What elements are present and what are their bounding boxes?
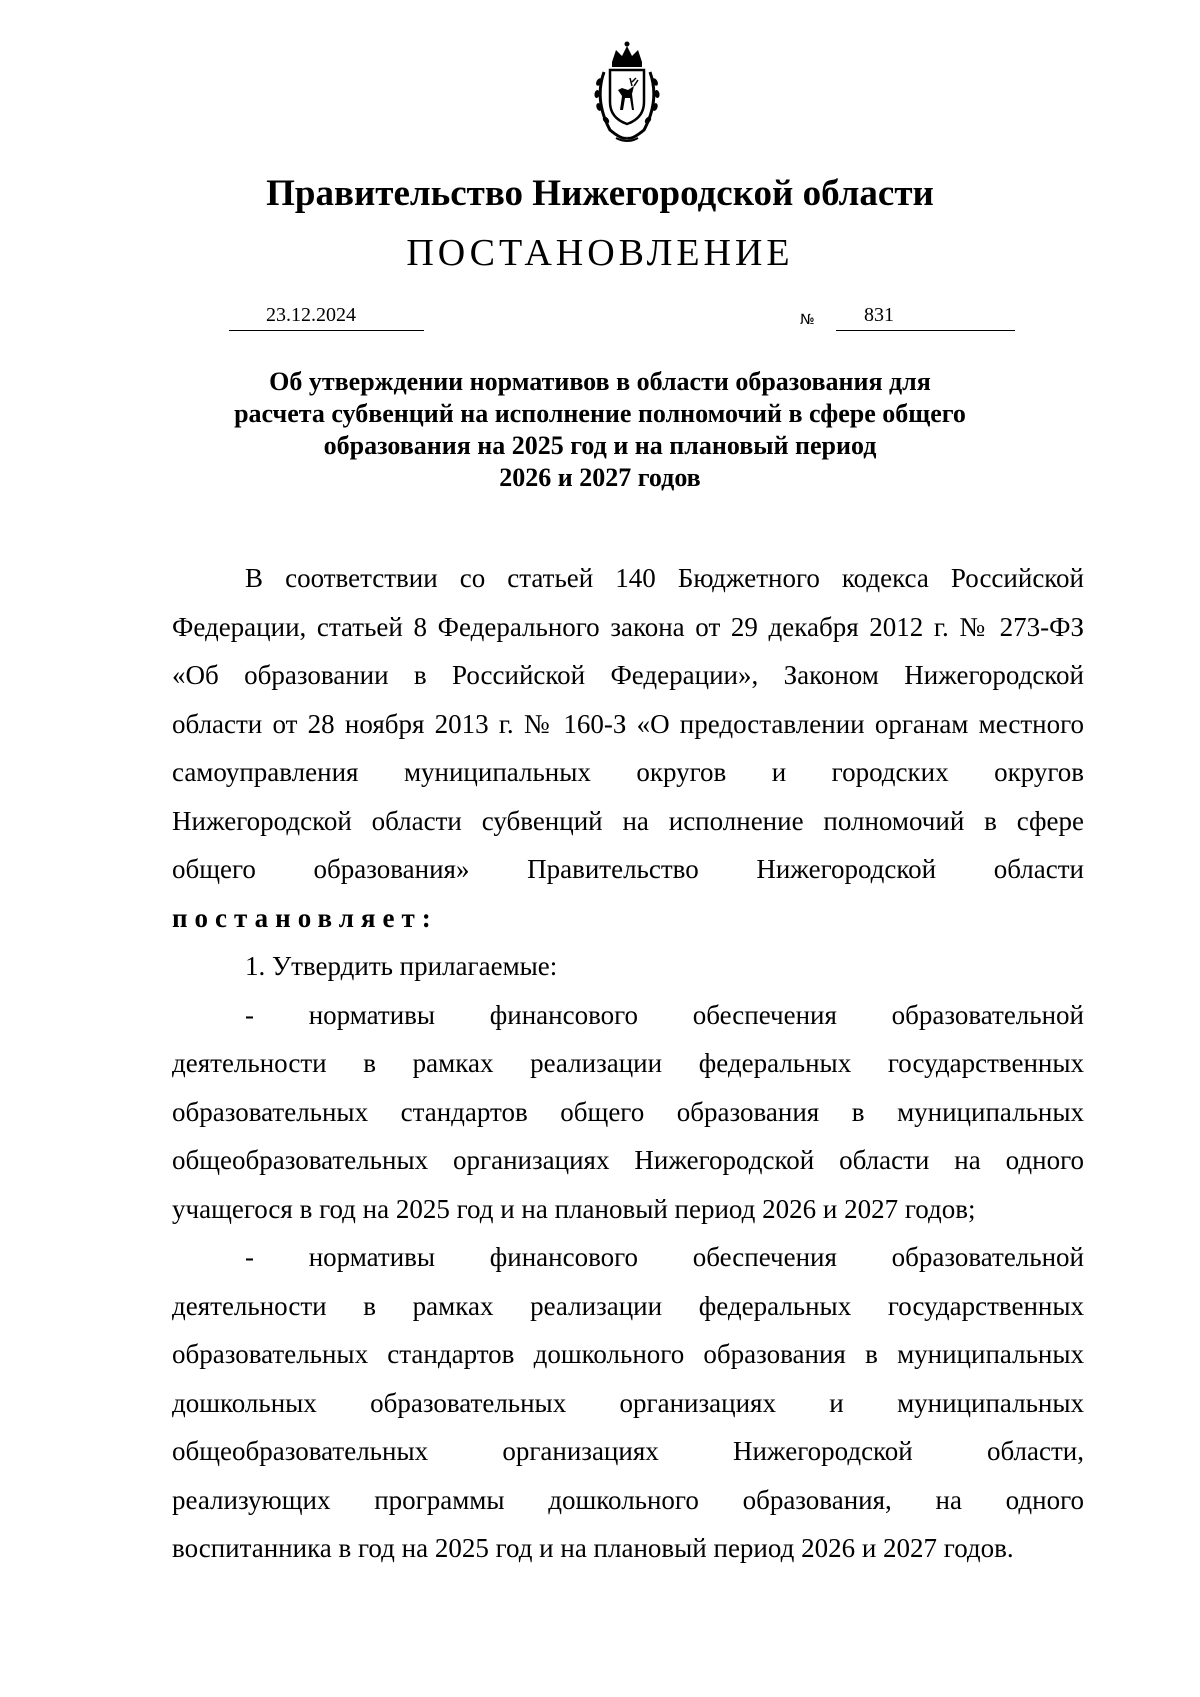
document-type: ПОСТАНОВЛЕНИЕ <box>406 232 794 274</box>
body-line: реализующих программы дошкольного образования, на одного <box>172 1484 1084 1515</box>
body-line: 1. Утвердить прилагаемые: <box>245 951 558 981</box>
organization-name: Правительство Нижегородской области <box>266 173 934 214</box>
date-field <box>229 302 424 331</box>
body-line: образовательных стандартов дошкольного образования в муниципальных <box>172 1339 1084 1369</box>
document-body <box>172 554 1084 1573</box>
body-line: общего образования» Правительство Нижегородской области <box>172 854 1084 884</box>
document-title <box>170 366 1030 494</box>
body-line: воспитанника в год на 2025 год и на плановый период 2026 и 2027 годов. <box>172 1533 1014 1563</box>
body-line: самоуправления муниципальных округов и городских округов <box>172 757 1084 787</box>
body-line: деятельности в рамках реализации федеральных государственных <box>172 1048 1084 1078</box>
body-line: образовательных стандартов общего образования в муниципальных <box>172 1096 1084 1127</box>
body-line: общеобразовательных организациях Нижегородской области, <box>172 1436 1084 1466</box>
body-line: Федерации, статьей 8 Федерального закона от 29 декабря 2012 г. № 273-ФЗ <box>172 611 1084 642</box>
body-line: области от 28 ноября 2013 г. № 160-З «О предоставлении органам местного <box>172 708 1084 739</box>
body-line: Нижегородской области субвенций на исполнение полномочий в сфере <box>172 805 1084 836</box>
document-date: 23.12.2024 <box>266 304 356 326</box>
coat-of-arms-icon <box>572 40 682 150</box>
list-item-line: - нормативы финансового обеспечения образовательной <box>245 999 1084 1030</box>
body-line: общеобразовательных организациях Нижегородской области на одного <box>172 1145 1084 1175</box>
title-line: Об утверждении нормативов в области образования для <box>269 367 931 396</box>
title-line: расчета субвенций на исполнение полномочий в сфере общего <box>234 399 966 428</box>
body-line: учащегося в год на 2025 год и на плановый период 2026 и 2027 годов; <box>172 1193 976 1224</box>
body-line: «Об образовании в Российской Федерации», Законом Нижегородской <box>172 660 1084 690</box>
title-line: 2026 и 2027 годов <box>499 463 701 492</box>
decree-word: постановляет: <box>172 902 438 933</box>
body-line: В соответствии со статьей 140 Бюджетного кодекса Российской <box>245 563 1084 593</box>
body-line: дошкольных образовательных организациях и муниципальных <box>172 1387 1084 1418</box>
body-line: деятельности в рамках реализации федеральных государственных <box>172 1290 1084 1321</box>
number-label: № <box>800 312 815 328</box>
document-number: 831 <box>864 304 894 326</box>
number-field <box>836 302 1015 331</box>
title-line: образования на 2025 год и на плановый период <box>323 431 877 460</box>
list-item-line: - нормативы финансового обеспечения образовательной <box>245 1242 1084 1272</box>
